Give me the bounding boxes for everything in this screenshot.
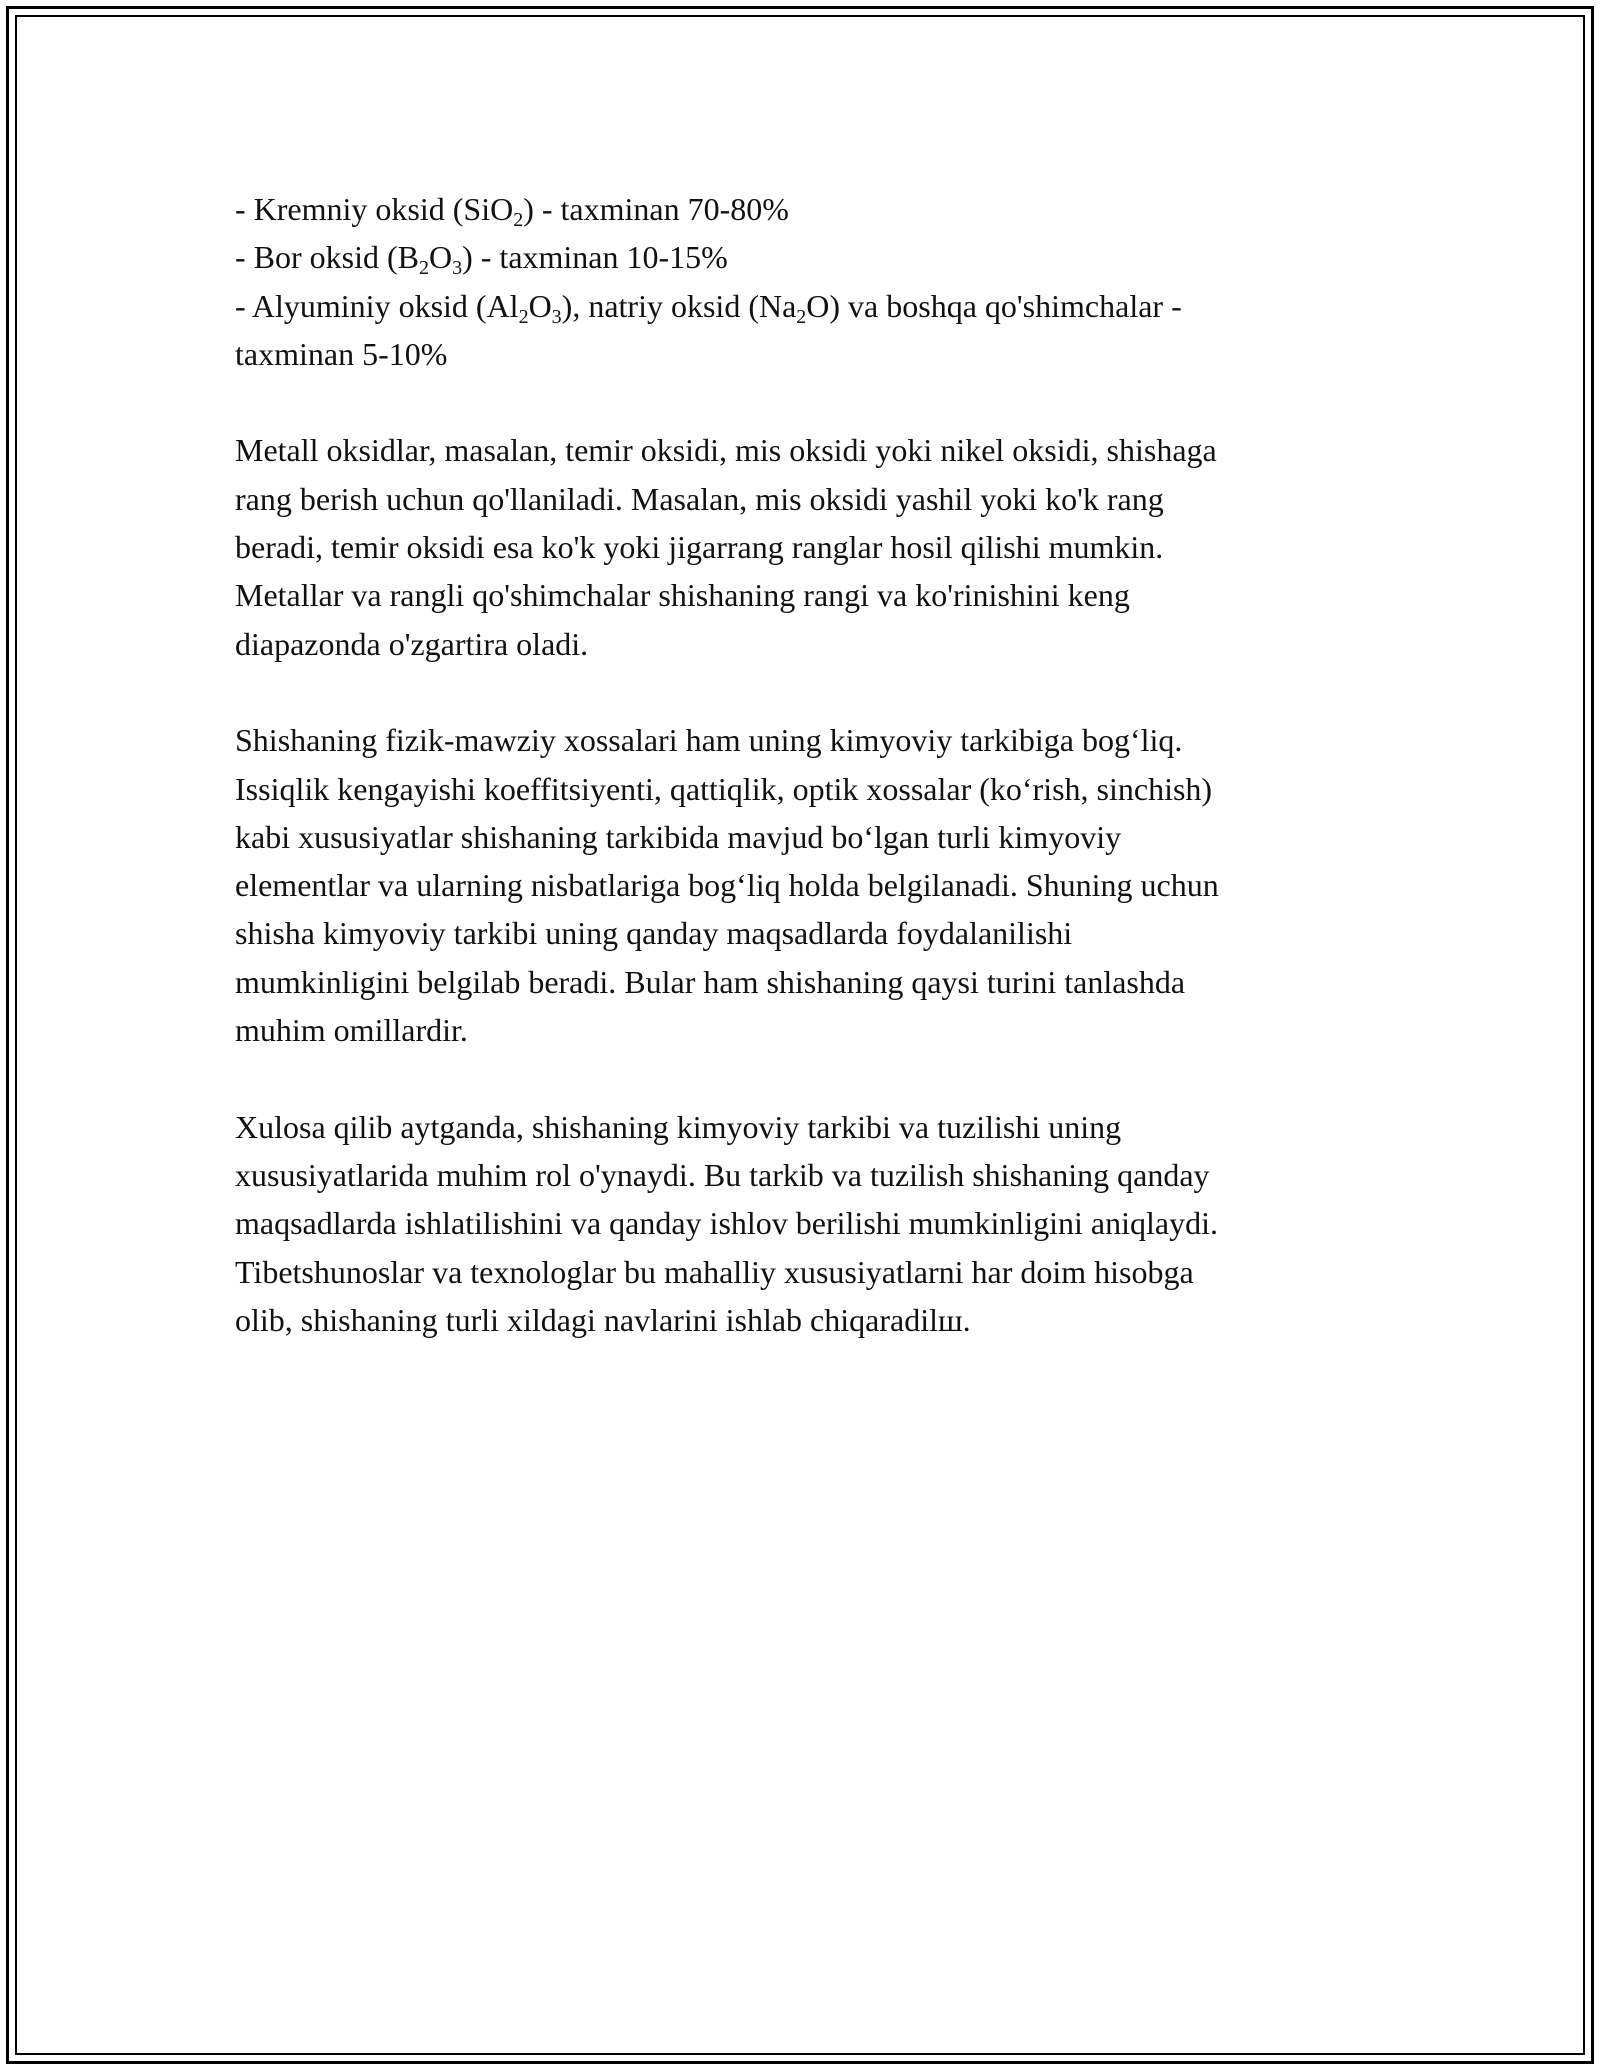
- paragraph-line: shisha kimyoviy tarkibi uning qanday maqsadlarda foydalanilishi: [235, 915, 1073, 952]
- paragraph-line: Metallar va rangli qo'shimchalar shishaning rangi va ko'rinishini keng: [235, 577, 1130, 614]
- paragraph-line: elementlar va ularning nisbatlariga bog‘liq holda belgilanadi. Shuning uchun: [235, 867, 1219, 904]
- document-body: [235, 185, 1370, 1344]
- paragraph-gap: [235, 668, 1370, 716]
- paragraph-line: kabi xususiyatlar shishaning tarkibida mavjud bo‘lgan turli kimyoviy: [235, 818, 1122, 855]
- paragraph-line: muhim omillardir.: [235, 1012, 468, 1049]
- list-item-silicon-oxide: - Kremniy oksid (SiO$_2$) - taxminan 70-80%: [235, 191, 789, 231]
- paragraph-line: beradi, temir oksidi esa ko'k yoki jigarrang ranglar hosil qilishi mumkin.: [235, 529, 1164, 566]
- paragraph-line: maqsadlarda ishlatilishini va qanday ishlov berilishi mumkinligini aniqlaydi.: [235, 1205, 1218, 1242]
- paragraph-line: Xulosa qilib aytganda, shishaning kimyoviy tarkibi va tuzilishi uning: [235, 1108, 1122, 1145]
- paragraph-gap: [235, 1054, 1370, 1102]
- paragraph-line: rang berish uchun qo'llaniladi. Masalan, mis oksidi yashil yoki ko'k rang: [235, 480, 1164, 517]
- paragraph-line: Shishaning fizik-mawziy xossalari ham uning kimyoviy tarkibiga bog‘liq.: [235, 722, 1183, 759]
- paragraph-line: Tibetshunoslar va texnologlar bu mahalliy xususiyatlarni har doim hisobga: [235, 1253, 1194, 1290]
- paragraph-line: Issiqlik kengayishi koeffitsiyenti, qattiqlik, optik xossalar (ko‘rish, sinchish): [235, 770, 1213, 807]
- paragraph-conclusion: [235, 1103, 1370, 1344]
- paragraph-physical-properties: [235, 716, 1370, 1054]
- paragraph-line: xususiyatlarida muhim rol o'ynaydi. Bu tarkib va tuzilish shishaning qanday: [235, 1156, 1210, 1193]
- paragraph-line: mumkinligini belgilab beradi. Bular ham shishaning qaysi turini tanlashda: [235, 963, 1186, 1000]
- list-item-boron-oxide: - Bor oksid $(B_2O_3)$ - taxminan 10-15%: [235, 239, 728, 280]
- list-item-other-oxides-continued: taxminan 5-10%: [235, 335, 448, 372]
- paragraph-line: Metall oksidlar, masalan, temir oksidi, mis oksidi yoki nikel oksidi, shishaga: [235, 432, 1217, 469]
- list-item-other-oxides: - Alyuminiy oksid $(Al_2O_3)$, natriy oksid $(Na_2O)$ va boshqa qo'shimchalar -: [235, 287, 1182, 328]
- paragraph-metal-oxides: [235, 426, 1370, 667]
- paragraph-line: diapazonda o'zgartira oladi.: [235, 625, 589, 662]
- paragraph-gap: [235, 378, 1370, 426]
- paragraph-line: olib, shishaning turli xildagi navlarini ishlab chiqaradilш.: [235, 1301, 971, 1338]
